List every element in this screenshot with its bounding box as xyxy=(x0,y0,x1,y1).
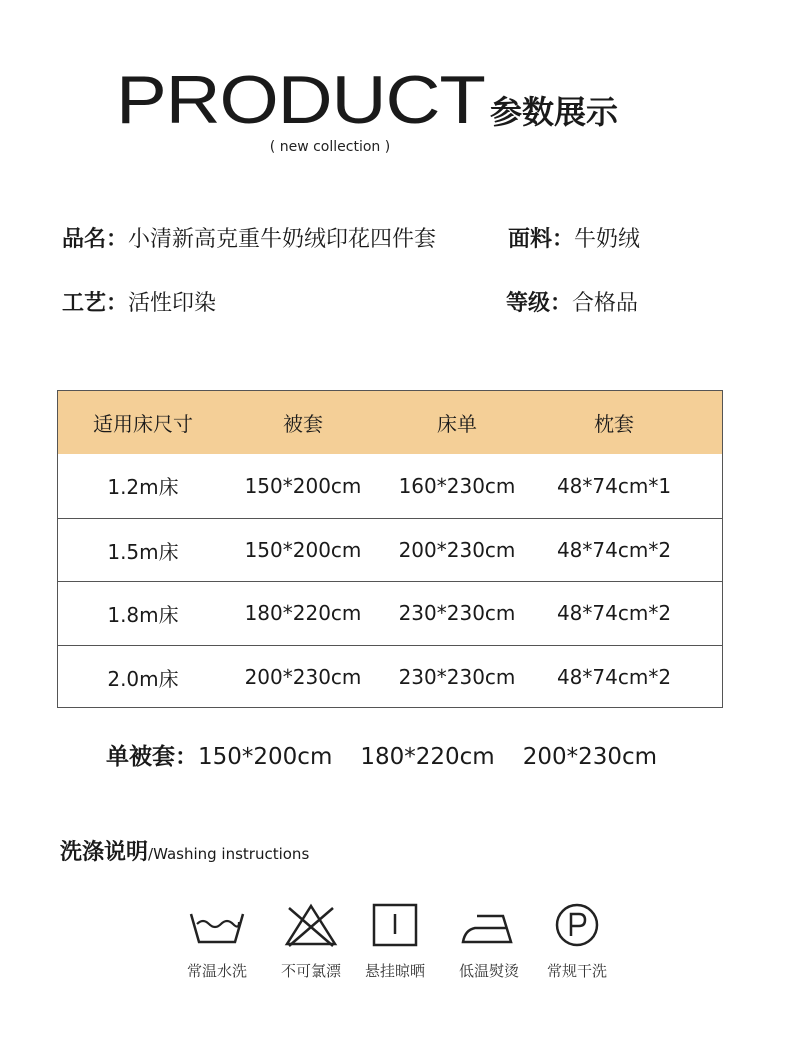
table-cell: 200*230cm xyxy=(244,665,362,689)
info-value: 合格品 xyxy=(572,291,639,316)
table-cell: 1.5m床 xyxy=(107,539,179,564)
no-bleach-icon xyxy=(281,902,341,948)
table-cell: 150*200cm xyxy=(244,538,362,562)
table-row xyxy=(58,518,722,581)
single-cover-sizes xyxy=(106,746,657,769)
brand-subtitle-cn: 参数展示 xyxy=(490,93,619,131)
info-label: 面料： xyxy=(508,227,575,252)
single-cover-label: 单被套： xyxy=(106,744,198,770)
info-grade xyxy=(506,293,638,315)
wash-label: 不可氯漂 xyxy=(280,962,341,980)
brand-title: PRODUCT xyxy=(116,62,485,138)
info-value: 牛奶绒 xyxy=(574,227,641,252)
table-header-cell: 枕套 xyxy=(594,412,634,436)
table-header-cell: 被套 xyxy=(283,412,323,436)
wash-label: 常温水洗 xyxy=(186,962,247,980)
table-cell: 1.8m床 xyxy=(107,602,179,627)
table-header-row xyxy=(58,391,722,454)
table-cell: 150*200cm xyxy=(244,473,362,498)
wash-label: 常规干洗 xyxy=(546,962,607,980)
size-spec-table xyxy=(57,390,723,708)
wash-item xyxy=(444,902,534,981)
table-cell: 230*230cm xyxy=(398,665,516,689)
washing-title xyxy=(60,842,309,864)
info-value: 小清新高克重牛奶绒印花四件套 xyxy=(128,227,437,252)
wash-item xyxy=(350,902,440,981)
table-row xyxy=(58,454,722,517)
table-cell: 48*74cm*2 xyxy=(556,601,672,625)
dry-clean-p-icon xyxy=(547,902,607,948)
wash-item xyxy=(532,902,622,981)
info-label: 工艺： xyxy=(62,291,129,316)
page-header xyxy=(0,0,790,170)
wash-item xyxy=(172,902,262,981)
brand-tagline: ( new collection ) xyxy=(269,139,391,155)
table-cell: 2.0m床 xyxy=(107,666,179,691)
info-value: 活性印染 xyxy=(128,291,217,316)
table-cell: 48*74cm*2 xyxy=(556,665,672,689)
wash-tub-icon xyxy=(187,902,247,948)
table-row xyxy=(58,645,722,708)
single-cover-size: 200*230cm xyxy=(522,744,658,770)
table-header-cell: 床单 xyxy=(437,412,477,436)
table-row xyxy=(58,581,722,644)
info-product-name xyxy=(62,229,436,251)
single-cover-size: 150*200cm xyxy=(198,744,333,770)
table-cell: 48*74cm*2 xyxy=(556,538,672,562)
table-cell: 200*230cm xyxy=(398,538,516,562)
iron-low-icon xyxy=(459,902,519,948)
table-header-cell: 适用床尺寸 xyxy=(93,412,193,436)
info-label: 品名： xyxy=(62,227,129,252)
single-cover-size: 180*220cm xyxy=(360,744,495,770)
table-cell: 160*230cm xyxy=(398,473,516,498)
wash-label: 悬挂晾晒 xyxy=(364,962,425,980)
wash-item xyxy=(266,902,356,981)
info-craft xyxy=(62,293,216,315)
info-fabric xyxy=(508,229,640,251)
table-cell: 48*74cm*1 xyxy=(556,473,672,498)
table-cell: 180*220cm xyxy=(244,601,362,625)
wash-label: 低温熨烫 xyxy=(458,962,519,980)
table-cell: 230*230cm xyxy=(398,601,516,625)
washing-title-cn: 洗涤说明 xyxy=(60,840,149,865)
info-label: 等级： xyxy=(506,291,573,316)
washing-title-en: /Washing instructions xyxy=(148,845,310,863)
table-cell: 1.2m床 xyxy=(107,475,179,499)
hang-dry-icon xyxy=(365,902,425,948)
